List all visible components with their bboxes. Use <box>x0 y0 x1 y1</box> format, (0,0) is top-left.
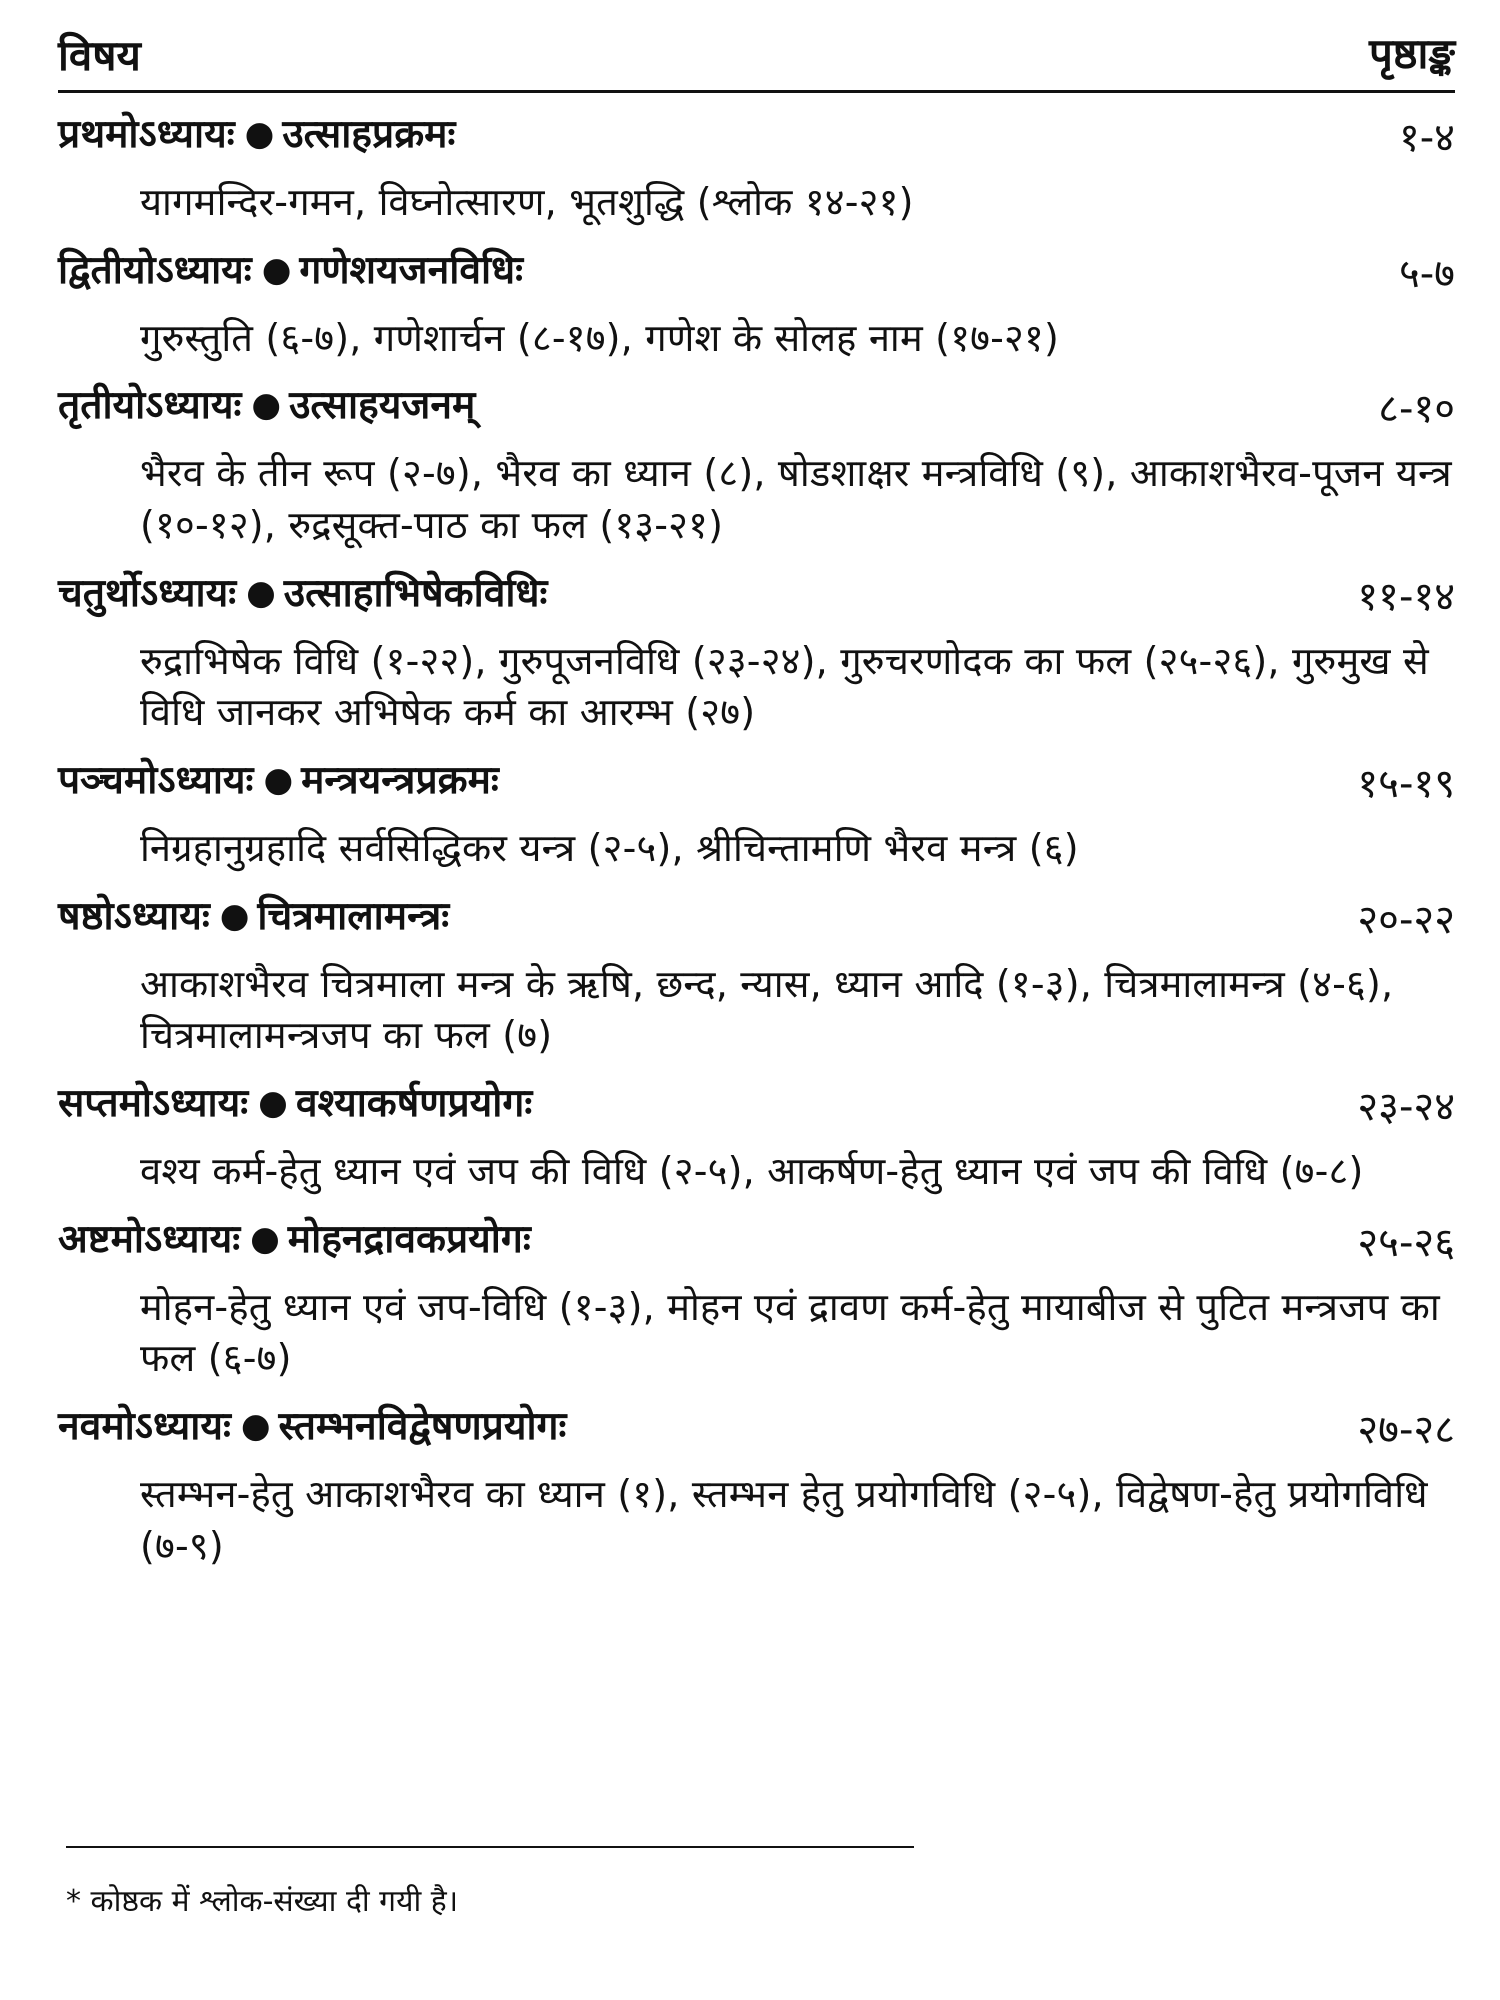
chapter-topic: मोहनद्रावकप्रयोगः <box>287 1216 531 1262</box>
toc-entry <box>58 893 1455 1062</box>
entry-row <box>58 570 1455 628</box>
toc-entry <box>58 247 1455 365</box>
entry-title <box>58 893 1455 941</box>
footnote-divider <box>66 1846 914 1848</box>
toc-entry <box>58 1403 1455 1572</box>
entry-title <box>58 570 1455 618</box>
toc-entry <box>58 1080 1455 1198</box>
entry-row <box>58 1216 1455 1274</box>
bullet-icon: ● <box>261 249 292 290</box>
bullet-icon: ● <box>250 1218 280 1259</box>
page-range: ५-७ <box>1398 250 1455 297</box>
bullet-icon: ● <box>251 385 282 426</box>
page-range: २०-२२ <box>1357 896 1455 943</box>
bullet-icon: ● <box>219 895 250 936</box>
entry-description: रुद्राभिषेक विधि (१-२२), गुरुपूजनविधि (२३-२४), गुरुचरणोदक का फल (२५-२६), गुरुमुख से विधि जानकर अभिषेक कर्म का आरम्भ (२७) <box>140 638 1429 735</box>
toc-header <box>58 28 1455 93</box>
chapter-topic: गणेशयजनविधिः <box>299 247 523 293</box>
toc-list <box>58 111 1455 1572</box>
page-range: १५-१९ <box>1357 761 1455 808</box>
chapter-name: नवमोऽध्यायः <box>58 1404 231 1450</box>
page-range: ११-१४ <box>1357 573 1455 620</box>
chapter-name: द्वितीयोऽध्यायः <box>58 247 252 293</box>
entry-title <box>58 757 1455 808</box>
page-number-heading: पृष्ठाङ्क <box>1368 29 1455 78</box>
entry-title <box>58 1403 1455 1454</box>
chapter-topic: उत्साहयजनम् <box>289 383 476 429</box>
chapter-topic: उत्साहाभिषेकविधिः <box>283 570 548 616</box>
entry-description: गुरुस्तुति (६-७), गणेशार्चन (८-१७), गणेश के सोलह नाम (१७-२१) <box>140 315 1059 360</box>
chapter-topic: स्तम्भनविद्वेषणप्रयोगः <box>278 1404 567 1450</box>
toc-entry <box>58 570 1455 739</box>
chapter-name: तृतीयोऽध्यायः <box>58 383 242 429</box>
chapter-topic: चित्रमालामन्त्रः <box>257 893 450 939</box>
page-range: २५-२६ <box>1357 1219 1455 1266</box>
page-range: २३-२४ <box>1357 1084 1455 1131</box>
entry-row <box>58 1403 1455 1461</box>
entry-title <box>58 111 1455 159</box>
page-range: १-४ <box>1398 115 1455 161</box>
toc-entry <box>58 1216 1455 1385</box>
entry-title <box>58 1080 1455 1131</box>
bullet-icon: ● <box>240 1406 271 1447</box>
chapter-name: पञ्चमोऽध्यायः <box>58 758 254 804</box>
entry-title <box>58 1216 1455 1264</box>
bullet-icon: ● <box>246 572 276 613</box>
page-range: २७-२८ <box>1357 1407 1455 1454</box>
chapter-topic: मन्त्रयन्त्रप्रक्रमः <box>301 758 499 804</box>
bullet-icon: ● <box>263 760 294 801</box>
entry-row <box>58 382 1455 440</box>
entry-row <box>58 111 1455 169</box>
entry-title <box>58 247 1455 295</box>
bullet-icon: ● <box>258 1083 288 1124</box>
footnote: * कोष्ठक में श्लोक-संख्या दी गयी है। <box>66 1884 459 1919</box>
entry-title <box>58 382 1455 433</box>
subject-heading: विषय <box>58 31 141 80</box>
chapter-name: चतुर्थोऽध्यायः <box>58 570 237 616</box>
bullet-icon: ● <box>244 114 275 154</box>
entry-row <box>58 893 1455 951</box>
entry-description: निग्रहानुग्रहादि सर्वसिद्धिकर यन्त्र (२-५), श्रीचिन्तामणि भैरव मन्त्र (६) <box>140 826 1079 871</box>
entry-row <box>58 247 1455 305</box>
entry-description: आकाशभैरव चित्रमाला मन्त्र के ऋषि, छन्द, न्यास, ध्यान आदि (१-३), चित्रमालामन्त्र (४-६), चित्रमालामन्त्रजप का फल (७) <box>140 961 1394 1058</box>
entry-description: भैरव के तीन रूप (२-७), भैरव का ध्यान (८), षोडशाक्षर मन्त्रविधि (९), आकाशभैरव-पूजन यन्त्र (१०-१२), रुद्रसूक्त-पाठ का फल (१३-२१) <box>140 451 1452 548</box>
chapter-topic: उत्साहप्रक्रमः <box>282 112 456 157</box>
chapter-topic: वश्याकर्षणप्रयोगः <box>295 1081 533 1127</box>
entry-description: मोहन-हेतु ध्यान एवं जप-विधि (१-३), मोहन एवं द्रावण कर्म-हेतु मायाबीज से पुटित मन्त्रजप का फल (६-७) <box>140 1284 1440 1381</box>
chapter-name: अष्टमोऽध्यायः <box>58 1216 241 1262</box>
chapter-name: प्रथमोऽध्यायः <box>58 112 235 157</box>
toc-entry <box>58 111 1455 229</box>
entry-description: वश्य कर्म-हेतु ध्यान एवं जप की विधि (२-५), आकर्षण-हेतु ध्यान एवं जप की विधि (७-८) <box>140 1149 1364 1194</box>
entry-row <box>58 757 1455 815</box>
toc-entry <box>58 382 1455 551</box>
chapter-name: सप्तमोऽध्यायः <box>58 1081 249 1127</box>
toc-entry <box>58 757 1455 875</box>
entry-description: यागमन्दिर-गमन, विघ्नोत्सारण, भूतशुद्धि (श्लोक १४-२१) <box>140 180 914 224</box>
entry-description: स्तम्भन-हेतु आकाशभैरव का ध्यान (१), स्तम्भन हेतु प्रयोगविधि (२-५), विद्वेषण-हेतु प्रयोगविधि (७-९) <box>140 1472 1428 1568</box>
table-of-contents-page <box>58 28 1455 1968</box>
chapter-name: षष्ठोऽध्यायः <box>58 893 210 939</box>
entry-row <box>58 1080 1455 1138</box>
page-range: ८-१० <box>1378 386 1455 433</box>
